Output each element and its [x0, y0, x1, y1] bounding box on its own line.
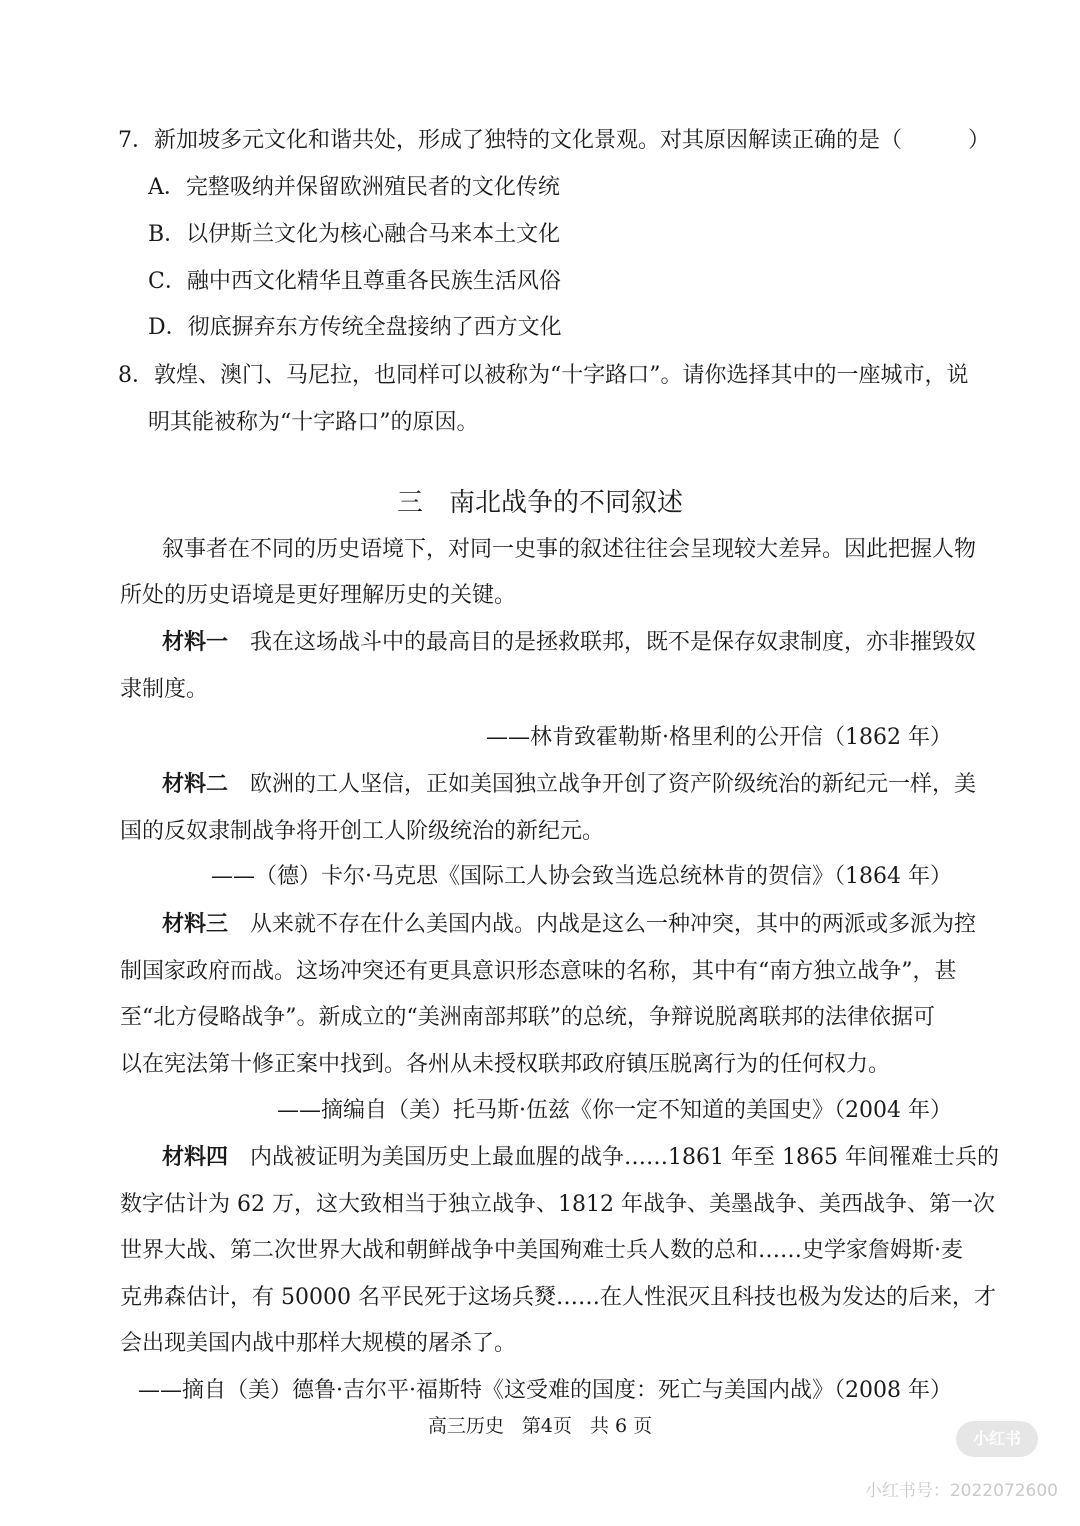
material-4-line-4: 克弗森估计，有 50000 名平民死于这场兵燹……在人性泯灭且科技也极为发达的后来，才 — [120, 1285, 996, 1310]
material-3-line-3: 至“北方侵略战争”。新成立的“美洲南部邦联”的总统，争辩说脱离联邦的法律依据可 — [120, 1005, 935, 1030]
material-1-label: 材料一 — [162, 630, 229, 655]
watermark-id: 小红书号：2022072600 — [864, 1481, 1058, 1501]
material-4-line-5: 会出现美国内战中那样大规模的屠杀了。 — [120, 1331, 517, 1356]
material-1-source: ——林肯致霍勒斯·格里利的公开信（1862 年） — [486, 725, 952, 750]
question-8-line-2: 明其能被称为“十字路口”的原因。 — [148, 410, 479, 435]
material-4-line-3: 世界大战、第二次世界大战和朝鲜战争中美国殉难士兵人数的总和……史学家詹姆斯·麦 — [120, 1238, 963, 1263]
footer-subject: 高三历史 — [427, 1415, 504, 1437]
intro-line-2: 所处的历史语境是更好理解历史的关键。 — [120, 583, 517, 608]
question-7-option-c: C．融中西文化精华且尊重各民族生活风俗 — [148, 269, 561, 294]
question-7-option-b: B．以伊斯兰文化为核心融合马来本土文化 — [148, 222, 561, 247]
material-2-source: ——（德）卡尔·马克思《国际工人协会致当选总统林肯的贺信》（1864 年） — [211, 864, 952, 889]
material-1-text: 我在这场战斗中的最高目的是拯救联邦，既不是保存奴隶制度，亦非摧毁奴 — [250, 630, 977, 655]
page-footer — [0, 1413, 1080, 1439]
question-8-line-1: 8．敦煌、澳门、马尼拉，也同样可以被称为“十字路口”。请你选择其中的一座城市，说 — [118, 363, 969, 388]
material-2-line-2: 国的反奴隶制战争将开创工人阶级统治的新纪元。 — [120, 819, 605, 844]
question-7-stem: 7．新加坡多元文化和谐共处，形成了独特的文化景观。对其原因解读正确的是（ ） — [118, 128, 991, 153]
material-4-line-1 — [162, 1143, 999, 1173]
watermark-logo: 小红书 — [956, 1421, 1038, 1457]
material-3-text: 从来就不存在什么美国内战。内战是这么一种冲突，其中的两派或多派为控 — [250, 912, 977, 937]
material-3-line-2: 制国家政府而战。这场冲突还有更具意识形态意味的名称，其中有“南方独立战争”，甚 — [120, 959, 957, 984]
material-3-line-4: 以在宪法第十修正案中找到。各州从未授权联邦政府镇压脱离行为的任何权力。 — [120, 1052, 891, 1077]
footer-page: 第4页 — [521, 1415, 572, 1437]
material-1-line-2: 隶制度。 — [120, 677, 209, 702]
question-7-option-a: A．完整吸纳并保留欧洲殖民者的文化传统 — [148, 175, 560, 200]
material-2-label: 材料二 — [162, 772, 229, 797]
material-4-text: 内战被证明为美国历史上最血腥的战争……1861 年至 1865 年间罹难士兵的 — [250, 1145, 999, 1170]
material-2-text: 欧洲的工人坚信，正如美国独立战争开创了资产阶级统治的新纪元一样，美 — [250, 772, 977, 797]
material-4-source: ——摘自（美）德鲁·吉尔平·福斯特《这受难的国度：死亡与美国内战》（2008 年） — [138, 1378, 952, 1403]
section-heading: 南北战争的不同叙述 — [449, 488, 684, 518]
section-title — [0, 486, 1080, 520]
material-3-source: ——摘编自（美）托马斯·伍兹《你一定不知道的美国史》（2004 年） — [277, 1098, 952, 1123]
material-3-line-1 — [162, 910, 976, 940]
material-1-line-1 — [162, 628, 976, 658]
material-4-line-2: 数字估计为 62 万，这大致相当于独立战争、1812 年战争、美墨战争、美西战争、第一次 — [120, 1192, 995, 1217]
material-2-line-1 — [162, 770, 976, 800]
section-number: 三 — [396, 488, 423, 518]
footer-total: 共 6 页 — [590, 1415, 653, 1437]
intro-line-1: 叙事者在不同的历史语境下，对同一史事的叙述往往会呈现较大差异。因此把握人物 — [162, 537, 977, 562]
material-3-label: 材料三 — [162, 912, 229, 937]
material-4-label: 材料四 — [162, 1145, 229, 1170]
question-7-option-d: D．彻底摒弃东方传统全盘接纳了西方文化 — [148, 315, 562, 340]
